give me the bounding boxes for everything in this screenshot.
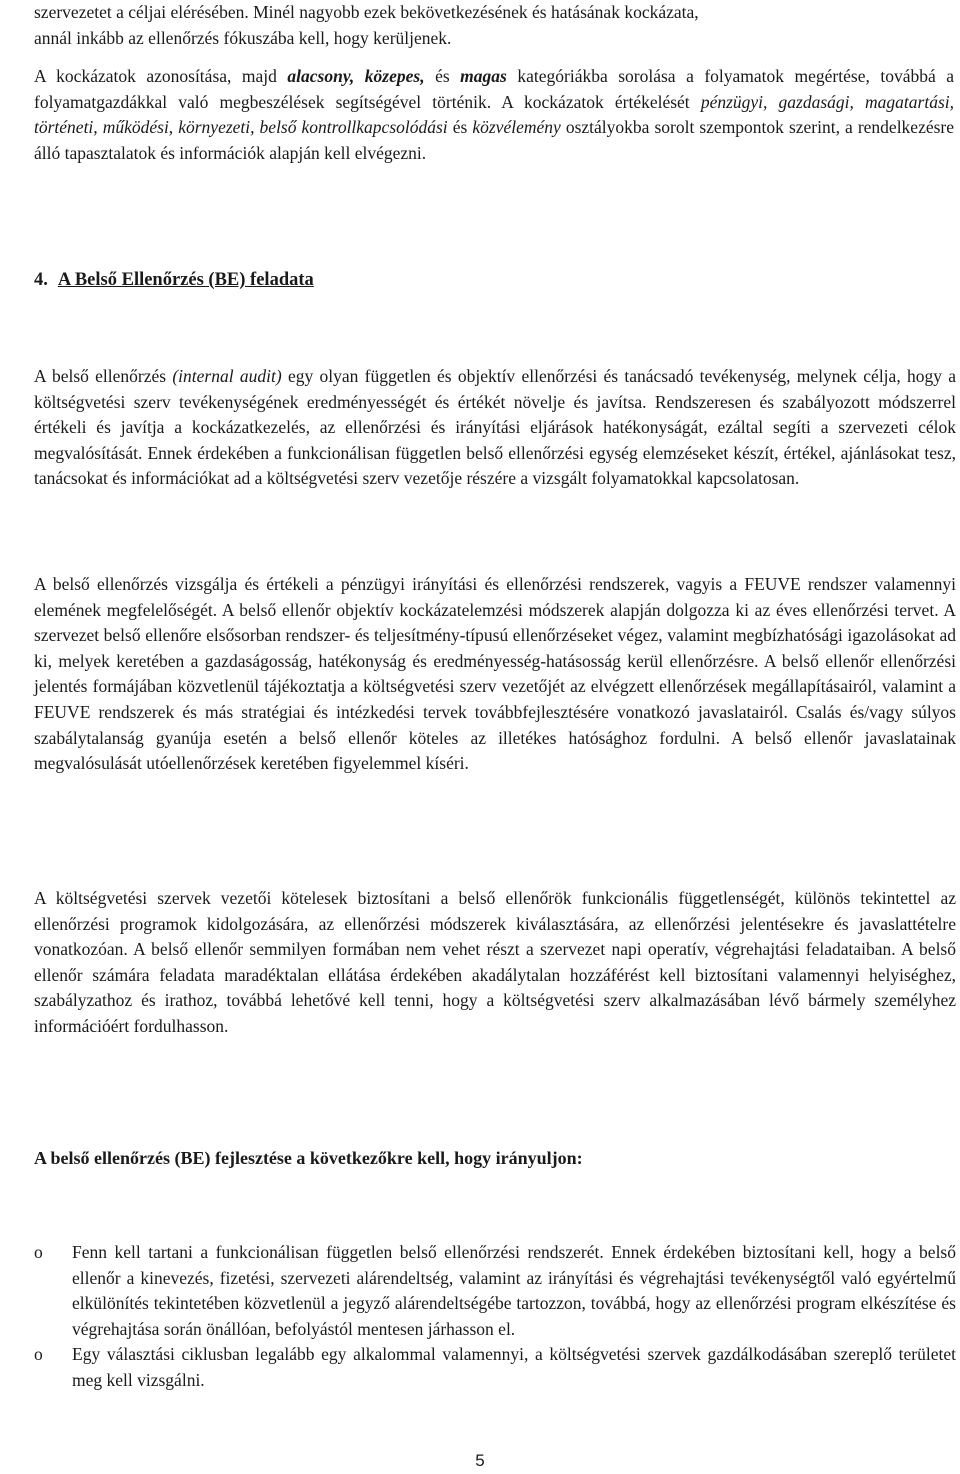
section-title: A Belső Ellenőrzés (BE) feladata <box>57 270 314 290</box>
emphasis-risk-categories: pénzügyi, gazdasági, magatartási, történeti, működési, környezeti, belső kontrollkapcsolódási <box>34 91 954 138</box>
text-run: A kockázatok azonosítása, majd <box>34 66 288 86</box>
list-item-text: Egy választási ciklusban legalább egy alkalommal valamennyi, a költségvetési szervek gazdálkodásában szereplő területet meg kell vizsgálni. <box>72 1344 956 1390</box>
text-run: osztályokba sorolt szempontok szerint, a rendelkezésre álló tapasztalatok és információk alapján kell elvégezni. <box>34 117 955 163</box>
section-number: 4. <box>34 270 48 290</box>
paragraph-independence: A költségvetési szervek vezetői kötelesek biztosítani a belső ellenőrök funkcionális függetlenségét, különös tekintettel az ellenőrzési programok kidolgozására, az ellenőrzési módszerek kiválasztására, az ellenőrzési jelentésekre és javaslattételre vonatkozóan. A belső ellenőr semmilyen formában nem vehet részt a szervezet napi operatív, végrehajtási feladataiban. A belső ellenőr számára feladata maradéktalan ellátása érdekében akadálytalan hozzáférést kell biztosítani valamennyi helyiséghez, szabályzathoz és irathoz, továbbá lehetővé kell tenni, hogy a költségvetési szerv alkalmazásában lévő bármely személyhez információért fordulhasson. <box>34 888 956 1036</box>
text-run: A belső ellenőrzés <box>34 366 173 386</box>
text-run: és <box>424 66 461 86</box>
paragraph-risk-assessment <box>34 64 954 166</box>
emphasis-kozvelemeny: közvélemény <box>472 117 561 138</box>
paragraph-internal-audit-definition <box>34 364 956 492</box>
text-run: és <box>447 117 473 138</box>
page-number: 5 <box>475 1451 485 1470</box>
text-run: egy olyan független és objektív ellenőrzési és tanácsadó tevékenység, melynek célja, hogy a költségvetési szerv tevékenységének eredményességét és értékét növelje és javítsa. Rendszeresen és szabályozott módszerrel értékeli és javítja a kockázatkezelés, az ellenőrzési és irányítási eljárások hatékonyságát, ezáltal segíti a szervezeti célok megvalósítását. Ennek érdekében a funkcionálisan független belső ellenőrzési egység elemzéseket készít, értékel, ajánlásokat tesz, tanácsokat és információkat ad a költségvetési szerv vezetője részére a vizsgált folyamatokkal kapcsolatosan. <box>34 366 956 489</box>
list-item <box>34 1342 956 1393</box>
emphasis-magas: magas <box>460 66 507 86</box>
paragraph-intro-line1: szervezetet a céljai elérésében. Minél nagyobb ezek bekövetkezésének és hatásának kockázata, <box>34 2 699 22</box>
section-heading <box>34 268 314 294</box>
list-bullet: o <box>34 1242 43 1262</box>
text-run: kategóriákba sorolása a folyamatok megértése, továbbá a folyamatgazdákkal való megbeszélések segítségével történik. A kockázatok értékelését <box>34 66 955 112</box>
subheading-development: A belső ellenőrzés (BE) fejlesztése a következőkre kell, hogy irányuljon: <box>34 1148 583 1168</box>
paragraph-internal-audit-scope: A belső ellenőrzés vizsgálja és értékeli a pénzügyi irányítási és ellenőrzési rendszerek, vagyis a FEUVE rendszer valamennyi elemének megfelelőségét. A belső ellenőr objektív kockázatelemzési módszerek alapján dolgozza ki az éves ellenőrzési tervet. A szervezet belső ellenőre elsősorban rendszer- és teljesítmény-típusú ellenőrzéseket végez, valamint megbízhatósági igazolásokat ad ki, melyek keretében a gazdaságosság, hatékonyság és eredményesség-hatásosság kerül ellenőrzésre. A belső ellenőr ellenőrzési jelentés formájában közvetlenül tájékoztatja a költségvetési szerv vezetőjét az elvégzett ellenőrzések megállapításairól, valamint a FEUVE rendszerek és más stratégiai és intézkedési tervek továbbfejlesztésére vonatkozó javaslatairól. Csalás és/vagy súlyos szabálytalanság gyanúja esetén a belső ellenőr köteles az illetékes hatósághoz fordulni. A belső ellenőr javaslatainak megvalósulását utóellenőrzések keretében figyelemmel kíséri. <box>34 574 956 774</box>
paragraph-intro-line2: annál inkább az ellenőrzés fókuszába kell, hogy kerüljenek. <box>34 27 452 48</box>
emphasis-internal-audit: (internal audit) <box>172 366 282 386</box>
development-list <box>34 1240 956 1394</box>
list-item-text: Fenn kell tartani a funkcionálisan független belső ellenőrzési rendszerét. Ennek érdekében biztosítani kell, hogy a belső ellenőr a kinevezés, fizetési, szervezeti alárendeltség, valamint az irányítási és végrehajtási tevékenységtől való egyértelmű elkülönítés tekintetében közvetlenül a jegyző alárendeltségébe tartozzon, továbbá, hogy az ellenőrzési program elkészítése és végrehajtása során önállóan, befolyástól mentesen járhasson el. <box>72 1242 956 1339</box>
list-item <box>34 1240 956 1342</box>
paragraph-intro <box>34 0 956 51</box>
list-bullet: o <box>34 1344 43 1365</box>
emphasis-alacsony-kozepes: alacsony, közepes, <box>287 66 425 86</box>
